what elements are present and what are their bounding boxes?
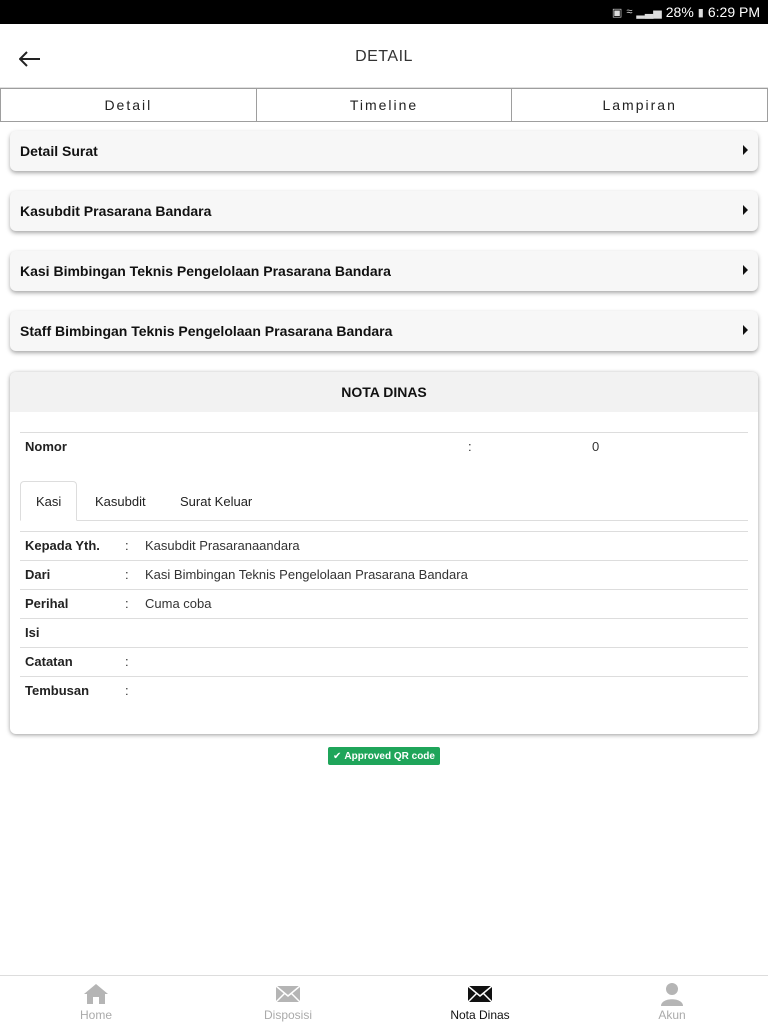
check-icon: ✔ xyxy=(333,750,342,762)
battery-percent: 28% xyxy=(665,4,694,20)
app-bar xyxy=(0,28,768,88)
accordion-label: Kasubdit Prasarana Bandara xyxy=(20,203,212,219)
accordion-staff[interactable] xyxy=(10,311,758,351)
row-label: Tembusan xyxy=(25,683,90,698)
tab-surat-keluar[interactable]: Surat Keluar xyxy=(180,493,253,509)
wifi-icon: ≈ xyxy=(626,6,633,18)
nomor-label: Nomor xyxy=(25,439,67,454)
row-label: Kepada Yth. xyxy=(25,538,100,553)
page-title: DETAIL xyxy=(355,48,413,65)
nomor-row xyxy=(20,432,748,460)
row-value: Cuma coba xyxy=(145,596,212,611)
row-colon: : xyxy=(125,538,129,553)
qr-badge-label: Approved QR code xyxy=(344,750,435,762)
table-row xyxy=(20,618,748,647)
battery-icon: ▮ xyxy=(697,6,704,19)
nota-detail-table xyxy=(20,531,748,705)
nota-tabs xyxy=(20,481,748,521)
signal-icon: ▂▃▅ xyxy=(636,6,662,19)
nomor-colon: : xyxy=(468,439,472,454)
nomor-value: 0 xyxy=(592,439,600,454)
bottom-nav xyxy=(0,975,768,1024)
accordion-detail-surat[interactable] xyxy=(10,131,758,171)
tab-detail[interactable]: Detail xyxy=(0,88,257,122)
row-value: Kasi Bimbingan Teknis Pengelolaan Prasarana Bandara xyxy=(145,567,468,582)
nav-label: Nota Dinas xyxy=(450,1008,510,1022)
nav-label: Akun xyxy=(658,1008,686,1022)
nav-label: Home xyxy=(79,1008,112,1022)
nav-akun[interactable] xyxy=(576,976,768,1024)
accordion-kasubdit[interactable] xyxy=(10,191,758,231)
accordion-label: Kasi Bimbingan Teknis Pengelolaan Prasarana Bandara xyxy=(20,263,391,279)
tab-lampiran[interactable]: Lampiran xyxy=(512,88,768,122)
table-row xyxy=(20,676,748,705)
nota-dinas-card xyxy=(10,372,758,734)
notification-icon: ▣ xyxy=(611,6,623,19)
tab-kasubdit[interactable]: Kasubdit xyxy=(95,493,146,509)
tab-kasi[interactable]: Kasi xyxy=(20,481,77,521)
accordion-label: Staff Bimbingan Teknis Pengelolaan Prasarana Bandara xyxy=(20,323,393,339)
top-tabs xyxy=(0,88,768,122)
nav-home[interactable] xyxy=(0,976,192,1024)
table-row xyxy=(20,531,748,560)
row-colon: : xyxy=(125,683,129,698)
row-label: Isi xyxy=(25,625,40,640)
nav-disposisi[interactable] xyxy=(192,976,384,1024)
caret-right-icon xyxy=(743,145,748,155)
row-value: Kasubdit Prasaranaandara xyxy=(145,538,300,553)
table-row xyxy=(20,647,748,676)
clock: 6:29 PM xyxy=(707,4,760,20)
row-colon: : xyxy=(125,596,129,611)
tab-timeline[interactable]: Timeline xyxy=(257,88,513,122)
approved-qr-badge xyxy=(328,747,440,765)
nav-label: Disposisi xyxy=(263,1008,312,1022)
caret-right-icon xyxy=(743,265,748,275)
table-row xyxy=(20,589,748,618)
table-row xyxy=(20,560,748,589)
home-icon xyxy=(83,982,109,1006)
row-label: Catatan xyxy=(25,654,73,669)
row-colon: : xyxy=(125,567,129,582)
caret-right-icon xyxy=(743,205,748,215)
status-bar xyxy=(0,0,768,24)
envelope-icon xyxy=(275,982,301,1006)
row-colon: : xyxy=(125,654,129,669)
row-label: Perihal xyxy=(25,596,69,611)
card-title: NOTA DINAS xyxy=(10,372,758,412)
accordion-label: Detail Surat xyxy=(20,143,98,159)
envelope-icon xyxy=(467,982,493,1006)
caret-right-icon xyxy=(743,325,748,335)
accordion-kasi[interactable] xyxy=(10,251,758,291)
user-icon xyxy=(659,982,685,1006)
row-label: Dari xyxy=(25,567,51,582)
nav-nota-dinas[interactable] xyxy=(384,976,576,1024)
